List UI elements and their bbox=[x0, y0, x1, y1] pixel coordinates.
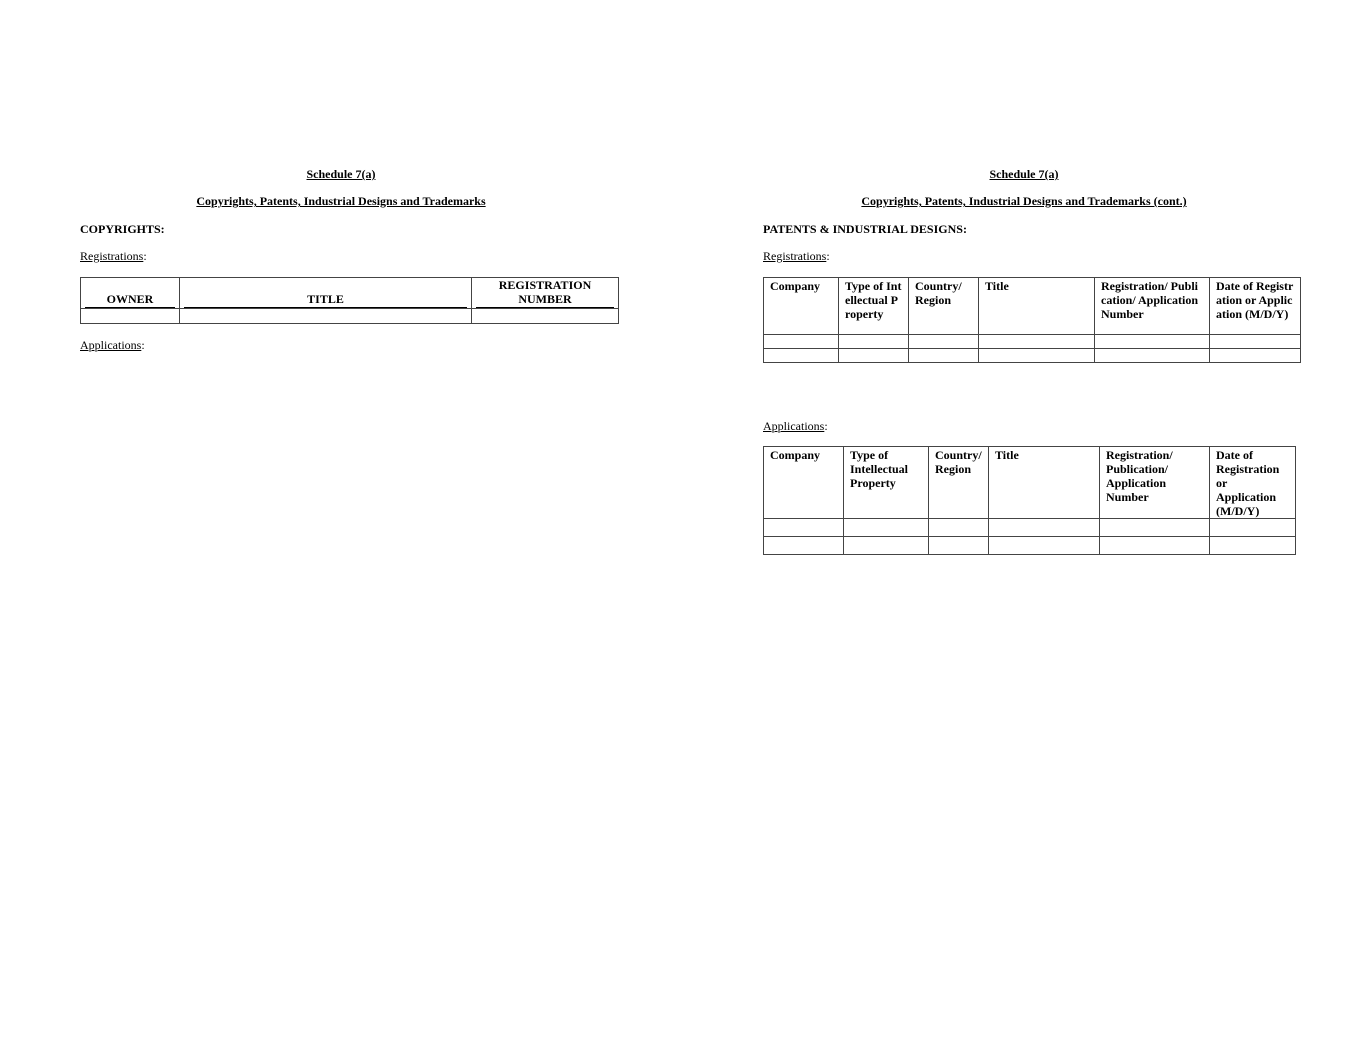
company-header-text: Company bbox=[770, 448, 821, 462]
table-cell[interactable] bbox=[1210, 335, 1301, 349]
table-header-row bbox=[81, 278, 619, 309]
copyrights-applications-label bbox=[80, 338, 145, 352]
number-column-header bbox=[1095, 278, 1210, 335]
table-cell[interactable] bbox=[979, 335, 1095, 349]
date-header-text: Date of Registration or Application (M/D/Y) bbox=[1216, 448, 1280, 518]
table-cell[interactable] bbox=[1100, 537, 1210, 555]
ip-type-column-header bbox=[844, 447, 929, 519]
patents-registrations-table bbox=[763, 277, 1301, 363]
patents-registrations-colon: : bbox=[826, 249, 830, 263]
registration-number-header-text bbox=[476, 278, 614, 308]
title-column-header bbox=[989, 447, 1100, 519]
table-cell[interactable] bbox=[844, 537, 929, 555]
table-header-row bbox=[764, 447, 1296, 519]
right-schedule-heading: Schedule 7(a) bbox=[989, 167, 1059, 181]
table-header-row bbox=[764, 278, 1301, 335]
registration-header-line1: REGISTRATION bbox=[498, 278, 592, 292]
table-cell[interactable] bbox=[1210, 349, 1301, 363]
table-cell[interactable] bbox=[764, 349, 839, 363]
table-cell[interactable] bbox=[979, 349, 1095, 363]
table-cell[interactable] bbox=[989, 537, 1100, 555]
table-cell[interactable] bbox=[909, 335, 979, 349]
table-cell[interactable] bbox=[989, 519, 1100, 537]
right-title-heading: Copyrights, Patents, Industrial Designs and Trademarks (cont.) bbox=[861, 194, 1187, 208]
table-cell[interactable] bbox=[1095, 349, 1210, 363]
copyrights-registrations-label bbox=[80, 249, 147, 263]
table-row bbox=[764, 349, 1301, 363]
title-header-text: Title bbox=[995, 448, 1019, 462]
table-row bbox=[81, 309, 619, 324]
table-cell[interactable] bbox=[1210, 519, 1296, 537]
table-cell[interactable] bbox=[909, 349, 979, 363]
copyrights-applications-colon: : bbox=[141, 338, 145, 352]
patents-registrations-label-text: Registrations bbox=[763, 249, 827, 263]
patents-registrations-label bbox=[763, 249, 830, 263]
ip-type-header-text: Type of Intellectual Property bbox=[850, 448, 908, 490]
table-cell[interactable] bbox=[764, 519, 844, 537]
copyrights-registrations-label-text: Registrations bbox=[80, 249, 144, 263]
date-column-header bbox=[1210, 278, 1301, 335]
table-cell[interactable] bbox=[839, 335, 909, 349]
country-column-header bbox=[909, 278, 979, 335]
company-header-text: Company bbox=[770, 279, 821, 293]
table-row bbox=[764, 519, 1296, 537]
table-cell[interactable] bbox=[1095, 335, 1210, 349]
table-cell[interactable] bbox=[839, 349, 909, 363]
registration-number-column-header bbox=[472, 278, 619, 309]
company-column-header bbox=[764, 278, 839, 335]
patents-section-title: PATENTS & INDUSTRIAL DESIGNS: bbox=[763, 222, 967, 236]
title-header-text: TITLE bbox=[184, 292, 467, 308]
table-cell[interactable] bbox=[929, 519, 989, 537]
copyrights-applications-label-text: Applications bbox=[80, 338, 142, 352]
table-row bbox=[764, 335, 1301, 349]
copyrights-registrations-colon: : bbox=[143, 249, 147, 263]
date-header-text: Date of Registration or Application (M/D/Y) bbox=[1216, 279, 1294, 321]
patents-applications-table bbox=[763, 446, 1296, 555]
company-column-header bbox=[764, 447, 844, 519]
owner-header-text: OWNER bbox=[85, 292, 175, 308]
table-cell[interactable] bbox=[1100, 519, 1210, 537]
country-header-text: Country/ Region bbox=[915, 279, 962, 307]
country-header-text: Country/ Region bbox=[935, 448, 982, 476]
copyrights-registrations-table bbox=[80, 277, 619, 324]
title-column-header bbox=[979, 278, 1095, 335]
number-column-header bbox=[1100, 447, 1210, 519]
number-header-text: Registration/ Publication/ Application Number bbox=[1106, 448, 1173, 504]
left-title-heading: Copyrights, Patents, Industrial Designs and Trademarks bbox=[196, 194, 486, 208]
table-cell[interactable] bbox=[180, 309, 472, 324]
registration-header-line2: NUMBER bbox=[518, 292, 572, 306]
left-schedule-heading: Schedule 7(a) bbox=[306, 167, 376, 181]
title-column-header bbox=[180, 278, 472, 309]
country-column-header bbox=[929, 447, 989, 519]
table-cell[interactable] bbox=[1210, 537, 1296, 555]
date-column-header bbox=[1210, 447, 1296, 519]
table-cell[interactable] bbox=[929, 537, 989, 555]
number-header-text: Registration/ Publication/ Application Number bbox=[1101, 279, 1199, 321]
patents-applications-label-text: Applications bbox=[763, 419, 825, 433]
table-cell[interactable] bbox=[81, 309, 180, 324]
table-cell[interactable] bbox=[844, 519, 929, 537]
title-header-text: Title bbox=[985, 279, 1009, 293]
owner-column-header bbox=[81, 278, 180, 309]
patents-applications-label bbox=[763, 419, 828, 433]
table-cell[interactable] bbox=[764, 537, 844, 555]
table-cell[interactable] bbox=[764, 335, 839, 349]
ip-type-column-header bbox=[839, 278, 909, 335]
table-row bbox=[764, 537, 1296, 555]
patents-applications-colon: : bbox=[824, 419, 828, 433]
ip-type-header-text: Type of Intellectual Property bbox=[845, 279, 902, 321]
table-cell[interactable] bbox=[472, 309, 619, 324]
copyrights-section-title: COPYRIGHTS: bbox=[80, 222, 165, 236]
